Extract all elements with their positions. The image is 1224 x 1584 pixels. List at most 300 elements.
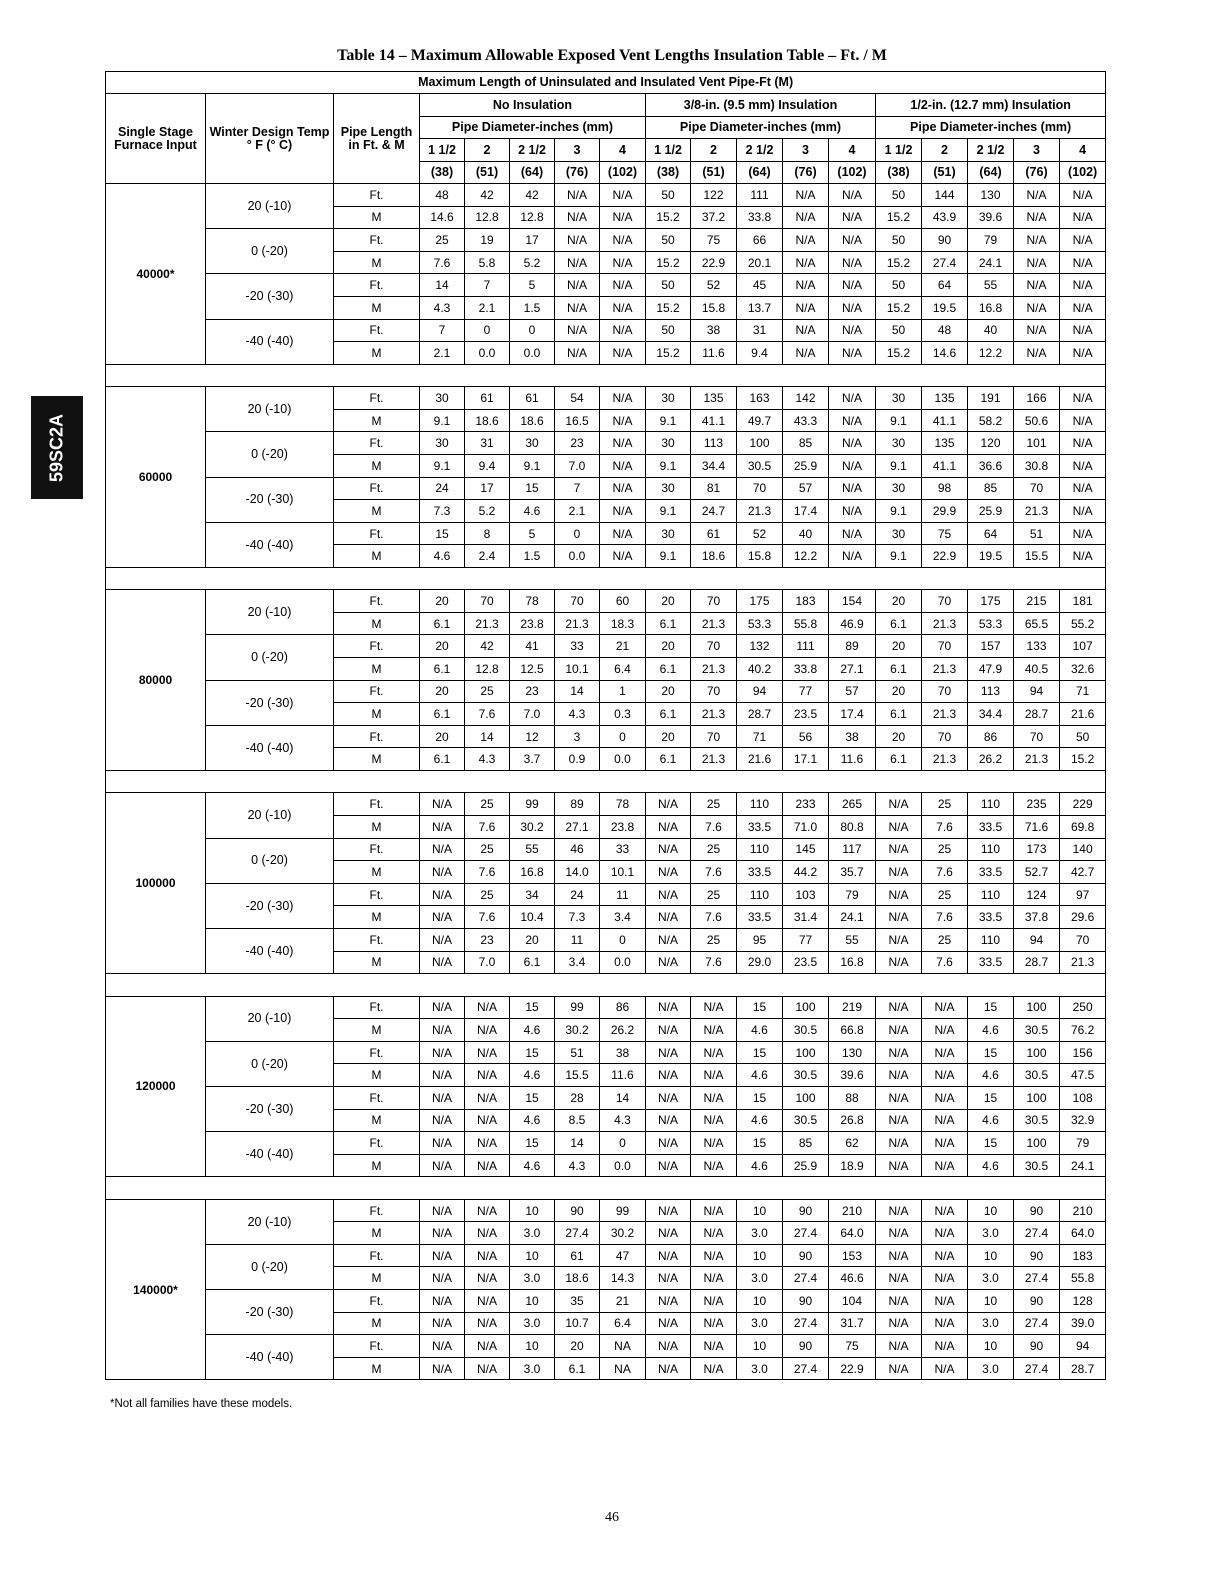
value-cell: 0.3 bbox=[600, 703, 646, 726]
unit-cell: Ft. bbox=[334, 883, 420, 906]
value-cell: 50.6 bbox=[1014, 409, 1060, 432]
unit-cell: M bbox=[334, 1019, 420, 1042]
value-cell: N/A bbox=[420, 1019, 465, 1042]
value-cell: 14.0 bbox=[555, 861, 600, 884]
value-cell: 25 bbox=[691, 883, 737, 906]
value-cell: N/A bbox=[876, 1132, 922, 1155]
value-cell: N/A bbox=[1014, 274, 1060, 297]
value-cell: 85 bbox=[968, 477, 1014, 500]
furnace-input-cell: 120000 bbox=[106, 996, 206, 1177]
page-number: 46 bbox=[605, 1510, 619, 1525]
value-cell: 64 bbox=[968, 522, 1014, 545]
value-cell: 7.0 bbox=[510, 703, 555, 726]
value-cell: 4.6 bbox=[420, 545, 465, 568]
value-cell: 70 bbox=[922, 725, 968, 748]
unit-cell: Ft. bbox=[334, 1041, 420, 1064]
value-cell: 20 bbox=[646, 590, 691, 613]
winter-temp-cell: 20 (-10) bbox=[206, 793, 334, 838]
value-cell: N/A bbox=[922, 1064, 968, 1087]
value-cell: 90 bbox=[783, 1335, 829, 1358]
value-cell: 15 bbox=[510, 996, 555, 1019]
value-cell: 2.1 bbox=[420, 342, 465, 365]
value-cell: 42 bbox=[465, 184, 510, 207]
header-diameter-mm: (38) bbox=[876, 161, 922, 184]
value-cell: 28.7 bbox=[737, 703, 783, 726]
value-cell: 18.6 bbox=[510, 409, 555, 432]
value-cell: 15.2 bbox=[876, 342, 922, 365]
value-cell: 43.3 bbox=[783, 409, 829, 432]
value-cell: 113 bbox=[691, 432, 737, 455]
value-cell: 43.9 bbox=[922, 206, 968, 229]
value-cell: 9.4 bbox=[737, 342, 783, 365]
value-cell: 103 bbox=[783, 883, 829, 906]
value-cell: N/A bbox=[465, 1335, 510, 1358]
value-cell: 9.1 bbox=[876, 545, 922, 568]
value-cell: 64 bbox=[922, 274, 968, 297]
value-cell: 55.8 bbox=[1060, 1267, 1106, 1290]
value-cell: 75 bbox=[691, 229, 737, 252]
value-cell: 44.2 bbox=[783, 861, 829, 884]
value-cell: N/A bbox=[420, 861, 465, 884]
value-cell: N/A bbox=[876, 838, 922, 861]
value-cell: 10 bbox=[510, 1290, 555, 1313]
value-cell: 101 bbox=[1014, 432, 1060, 455]
value-cell: 181 bbox=[1060, 590, 1106, 613]
value-cell: N/A bbox=[465, 1086, 510, 1109]
value-cell: 33.8 bbox=[783, 658, 829, 681]
value-cell: 6.1 bbox=[646, 612, 691, 635]
value-cell: N/A bbox=[829, 387, 876, 410]
value-cell: 21.3 bbox=[1014, 748, 1060, 771]
value-cell: 25 bbox=[922, 883, 968, 906]
value-cell: 56 bbox=[783, 725, 829, 748]
table-row bbox=[106, 1199, 1106, 1222]
value-cell: N/A bbox=[465, 1019, 510, 1042]
value-cell: 219 bbox=[829, 996, 876, 1019]
value-cell: 30.5 bbox=[737, 454, 783, 477]
value-cell: 163 bbox=[737, 387, 783, 410]
value-cell: 7.6 bbox=[465, 906, 510, 929]
value-cell: 23.5 bbox=[783, 703, 829, 726]
header-diameter-in: 2 1/2 bbox=[510, 139, 555, 162]
value-cell: 99 bbox=[600, 1199, 646, 1222]
table-row bbox=[106, 522, 1106, 545]
value-cell: 12.5 bbox=[510, 658, 555, 681]
value-cell: 3.0 bbox=[968, 1267, 1014, 1290]
value-cell: 30 bbox=[646, 477, 691, 500]
value-cell: 30.5 bbox=[783, 1064, 829, 1087]
value-cell: N/A bbox=[691, 1109, 737, 1132]
value-cell: 13.7 bbox=[737, 296, 783, 319]
winter-temp-cell: 20 (-10) bbox=[206, 184, 334, 229]
value-cell: 132 bbox=[737, 635, 783, 658]
winter-temp-cell: -20 (-30) bbox=[206, 477, 334, 522]
unit-cell: Ft. bbox=[334, 1290, 420, 1313]
value-cell: N/A bbox=[691, 1154, 737, 1177]
value-cell: N/A bbox=[922, 1132, 968, 1155]
value-cell: 100 bbox=[783, 1086, 829, 1109]
winter-temp-cell: -40 (-40) bbox=[206, 1132, 334, 1177]
value-cell: N/A bbox=[420, 1244, 465, 1267]
value-cell: N/A bbox=[600, 432, 646, 455]
value-cell: 1.5 bbox=[510, 545, 555, 568]
value-cell: N/A bbox=[465, 1064, 510, 1087]
value-cell: 21.3 bbox=[1060, 951, 1106, 974]
value-cell: 35.7 bbox=[829, 861, 876, 884]
value-cell: N/A bbox=[465, 1290, 510, 1313]
value-cell: 140 bbox=[1060, 838, 1106, 861]
value-cell: 30.2 bbox=[510, 816, 555, 839]
value-cell: 5.8 bbox=[465, 251, 510, 274]
value-cell: N/A bbox=[1060, 184, 1106, 207]
value-cell: N/A bbox=[555, 251, 600, 274]
value-cell: 31.7 bbox=[829, 1312, 876, 1335]
value-cell: 38 bbox=[600, 1041, 646, 1064]
value-cell: 124 bbox=[1014, 883, 1060, 906]
value-cell: 48 bbox=[420, 184, 465, 207]
header-diameter-mm: (38) bbox=[420, 161, 465, 184]
value-cell: N/A bbox=[691, 1357, 737, 1380]
value-cell: 113 bbox=[968, 680, 1014, 703]
header-3-8-insulation: 3/8-in. (9.5 mm) Insulation bbox=[646, 94, 876, 117]
value-cell: 27.4 bbox=[1014, 1222, 1060, 1245]
value-cell: 6.1 bbox=[876, 703, 922, 726]
value-cell: N/A bbox=[600, 387, 646, 410]
value-cell: 10 bbox=[968, 1335, 1014, 1358]
value-cell: 8.5 bbox=[555, 1109, 600, 1132]
value-cell: 27.4 bbox=[783, 1357, 829, 1380]
value-cell: 7 bbox=[420, 319, 465, 342]
value-cell: 15 bbox=[968, 1041, 1014, 1064]
value-cell: 77 bbox=[783, 680, 829, 703]
value-cell: 23.8 bbox=[600, 816, 646, 839]
value-cell: 50 bbox=[1060, 725, 1106, 748]
value-cell: N/A bbox=[829, 409, 876, 432]
value-cell: 34.4 bbox=[691, 454, 737, 477]
header-diameter-in: 3 bbox=[555, 139, 600, 162]
value-cell: 18.3 bbox=[600, 612, 646, 635]
value-cell: 17 bbox=[465, 477, 510, 500]
value-cell: N/A bbox=[829, 545, 876, 568]
value-cell: 21.3 bbox=[922, 658, 968, 681]
table-title: Table 14 – Maximum Allowable Exposed Vent Lengths Insulation Table – Ft. / M bbox=[337, 47, 887, 64]
value-cell: N/A bbox=[420, 928, 465, 951]
value-cell: 3.7 bbox=[510, 748, 555, 771]
value-cell: 70 bbox=[691, 635, 737, 658]
unit-cell: M bbox=[334, 748, 420, 771]
value-cell: 9.1 bbox=[420, 409, 465, 432]
value-cell: N/A bbox=[1060, 477, 1106, 500]
value-cell: 6.1 bbox=[420, 658, 465, 681]
value-cell: N/A bbox=[646, 906, 691, 929]
value-cell: 130 bbox=[968, 184, 1014, 207]
value-cell: 11.6 bbox=[600, 1064, 646, 1087]
value-cell: 4.3 bbox=[555, 1154, 600, 1177]
header-pipe-diameter: Pipe Diameter-inches (mm) bbox=[876, 116, 1106, 139]
unit-cell: M bbox=[334, 545, 420, 568]
unit-cell: Ft. bbox=[334, 793, 420, 816]
value-cell: 7.6 bbox=[691, 906, 737, 929]
header-diameter-in: 1 1/2 bbox=[420, 139, 465, 162]
unit-cell: Ft. bbox=[334, 1199, 420, 1222]
value-cell: 2.4 bbox=[465, 545, 510, 568]
value-cell: 86 bbox=[968, 725, 1014, 748]
header-diameter-mm: (51) bbox=[691, 161, 737, 184]
value-cell: N/A bbox=[922, 1335, 968, 1358]
header-diameter-in: 2 1/2 bbox=[737, 139, 783, 162]
value-cell: 15.2 bbox=[646, 206, 691, 229]
value-cell: 53.3 bbox=[968, 612, 1014, 635]
table-row bbox=[106, 274, 1106, 297]
value-cell: 52 bbox=[737, 522, 783, 545]
value-cell: 10.4 bbox=[510, 906, 555, 929]
value-cell: 6.1 bbox=[646, 748, 691, 771]
value-cell: 41.1 bbox=[922, 409, 968, 432]
value-cell: 27.4 bbox=[783, 1312, 829, 1335]
table-row bbox=[106, 680, 1106, 703]
value-cell: 12 bbox=[510, 725, 555, 748]
value-cell: 90 bbox=[1014, 1199, 1060, 1222]
value-cell: N/A bbox=[1060, 545, 1106, 568]
value-cell: 233 bbox=[783, 793, 829, 816]
value-cell: N/A bbox=[876, 793, 922, 816]
value-cell: 265 bbox=[829, 793, 876, 816]
value-cell: 40.5 bbox=[1014, 658, 1060, 681]
value-cell: 71 bbox=[737, 725, 783, 748]
value-cell: 20 bbox=[646, 680, 691, 703]
winter-temp-cell: 20 (-10) bbox=[206, 387, 334, 432]
unit-cell: M bbox=[334, 1357, 420, 1380]
value-cell: N/A bbox=[420, 1199, 465, 1222]
value-cell: 10 bbox=[510, 1244, 555, 1267]
value-cell: N/A bbox=[600, 522, 646, 545]
vent-length-table bbox=[105, 71, 1106, 1380]
value-cell: 100 bbox=[1014, 1041, 1060, 1064]
value-cell: N/A bbox=[1014, 342, 1060, 365]
value-cell: 50 bbox=[876, 184, 922, 207]
value-cell: N/A bbox=[646, 1222, 691, 1245]
value-cell: 2.1 bbox=[555, 500, 600, 523]
value-cell: N/A bbox=[646, 1290, 691, 1313]
value-cell: N/A bbox=[600, 454, 646, 477]
header-diameter-mm: (64) bbox=[968, 161, 1014, 184]
value-cell: 20 bbox=[420, 635, 465, 658]
value-cell: 11.6 bbox=[691, 342, 737, 365]
value-cell: 99 bbox=[510, 793, 555, 816]
value-cell: 8 bbox=[465, 522, 510, 545]
value-cell: 104 bbox=[829, 1290, 876, 1313]
value-cell: 15 bbox=[737, 1041, 783, 1064]
value-cell: 7.6 bbox=[922, 951, 968, 974]
side-tab bbox=[31, 396, 83, 499]
value-cell: 23.5 bbox=[783, 951, 829, 974]
value-cell: 32.6 bbox=[1060, 658, 1106, 681]
value-cell: 30 bbox=[876, 477, 922, 500]
value-cell: 12.8 bbox=[510, 206, 555, 229]
value-cell: 55.2 bbox=[1060, 612, 1106, 635]
value-cell: 94 bbox=[1014, 680, 1060, 703]
unit-cell: Ft. bbox=[334, 1132, 420, 1155]
value-cell: N/A bbox=[876, 928, 922, 951]
value-cell: 41.1 bbox=[691, 409, 737, 432]
unit-cell: M bbox=[334, 612, 420, 635]
value-cell: 30.5 bbox=[1014, 1064, 1060, 1087]
value-cell: N/A bbox=[600, 296, 646, 319]
value-cell: N/A bbox=[691, 1222, 737, 1245]
value-cell: 66.8 bbox=[829, 1019, 876, 1042]
value-cell: N/A bbox=[691, 1335, 737, 1358]
value-cell: 53.3 bbox=[737, 612, 783, 635]
value-cell: 6.1 bbox=[420, 748, 465, 771]
value-cell: 4.6 bbox=[737, 1019, 783, 1042]
value-cell: 3.0 bbox=[737, 1312, 783, 1335]
spacer-cell bbox=[106, 364, 1106, 386]
value-cell: N/A bbox=[1060, 522, 1106, 545]
value-cell: 62 bbox=[829, 1132, 876, 1155]
value-cell: N/A bbox=[922, 1222, 968, 1245]
value-cell: 15 bbox=[420, 522, 465, 545]
value-cell: 30.2 bbox=[600, 1222, 646, 1245]
value-cell: 90 bbox=[783, 1244, 829, 1267]
value-cell: 33.5 bbox=[737, 816, 783, 839]
value-cell: 100 bbox=[1014, 1086, 1060, 1109]
table-row bbox=[106, 1244, 1106, 1267]
value-cell: N/A bbox=[783, 342, 829, 365]
value-cell: 32.9 bbox=[1060, 1109, 1106, 1132]
value-cell: 10.1 bbox=[555, 658, 600, 681]
value-cell: N/A bbox=[876, 1290, 922, 1313]
value-cell: 21.3 bbox=[922, 703, 968, 726]
value-cell: 85 bbox=[783, 1132, 829, 1155]
value-cell: 58.2 bbox=[968, 409, 1014, 432]
value-cell: 71.6 bbox=[1014, 816, 1060, 839]
value-cell: 22.9 bbox=[691, 251, 737, 274]
value-cell: 21 bbox=[600, 1290, 646, 1313]
value-cell: 17.1 bbox=[783, 748, 829, 771]
winter-temp-cell: -20 (-30) bbox=[206, 680, 334, 725]
value-cell: N/A bbox=[829, 184, 876, 207]
value-cell: 235 bbox=[1014, 793, 1060, 816]
value-cell: 30.2 bbox=[555, 1019, 600, 1042]
value-cell: 70 bbox=[691, 725, 737, 748]
value-cell: 46.9 bbox=[829, 612, 876, 635]
value-cell: 4.6 bbox=[737, 1154, 783, 1177]
value-cell: N/A bbox=[420, 906, 465, 929]
value-cell: 29.0 bbox=[737, 951, 783, 974]
value-cell: 3.0 bbox=[510, 1357, 555, 1380]
winter-temp-cell: 0 (-20) bbox=[206, 635, 334, 680]
value-cell: 25 bbox=[691, 838, 737, 861]
value-cell: 30.5 bbox=[1014, 1154, 1060, 1177]
value-cell: N/A bbox=[420, 838, 465, 861]
header-diameter-in: 2 1/2 bbox=[968, 139, 1014, 162]
value-cell: N/A bbox=[555, 206, 600, 229]
value-cell: 41 bbox=[510, 635, 555, 658]
value-cell: N/A bbox=[876, 1109, 922, 1132]
value-cell: 17.4 bbox=[783, 500, 829, 523]
unit-cell: M bbox=[334, 816, 420, 839]
winter-temp-cell: -40 (-40) bbox=[206, 928, 334, 973]
value-cell: 61 bbox=[510, 387, 555, 410]
value-cell: 37.2 bbox=[691, 206, 737, 229]
value-cell: 20.1 bbox=[737, 251, 783, 274]
header-diameter-mm: (76) bbox=[783, 161, 829, 184]
header-diameter-mm: (76) bbox=[1014, 161, 1060, 184]
value-cell: 27.1 bbox=[829, 658, 876, 681]
value-cell: 42 bbox=[465, 635, 510, 658]
unit-cell: Ft. bbox=[334, 590, 420, 613]
value-cell: N/A bbox=[1014, 206, 1060, 229]
spacer-row bbox=[106, 974, 1106, 996]
value-cell: 10 bbox=[737, 1244, 783, 1267]
value-cell: 3.4 bbox=[600, 906, 646, 929]
value-cell: 9.1 bbox=[876, 500, 922, 523]
value-cell: N/A bbox=[829, 432, 876, 455]
value-cell: 39.0 bbox=[1060, 1312, 1106, 1335]
value-cell: 70 bbox=[922, 680, 968, 703]
value-cell: N/A bbox=[876, 883, 922, 906]
value-cell: 14 bbox=[555, 1132, 600, 1155]
value-cell: 25 bbox=[922, 838, 968, 861]
value-cell: N/A bbox=[1060, 274, 1106, 297]
value-cell: 78 bbox=[600, 793, 646, 816]
value-cell: N/A bbox=[646, 1132, 691, 1155]
value-cell: 15 bbox=[510, 1086, 555, 1109]
value-cell: 7.3 bbox=[420, 500, 465, 523]
furnace-input-cell: 80000 bbox=[106, 590, 206, 771]
table-row bbox=[106, 1132, 1106, 1155]
value-cell: 77 bbox=[783, 928, 829, 951]
value-cell: 60 bbox=[600, 590, 646, 613]
value-cell: 135 bbox=[691, 387, 737, 410]
value-cell: 28.7 bbox=[1014, 951, 1060, 974]
unit-cell: M bbox=[334, 1222, 420, 1245]
header-diameter-mm: (102) bbox=[1060, 161, 1106, 184]
value-cell: 88 bbox=[829, 1086, 876, 1109]
value-cell: 70 bbox=[922, 590, 968, 613]
unit-cell: Ft. bbox=[334, 928, 420, 951]
value-cell: 15.2 bbox=[1060, 748, 1106, 771]
value-cell: 33.5 bbox=[737, 906, 783, 929]
value-cell: 0.0 bbox=[555, 545, 600, 568]
value-cell: 20 bbox=[510, 928, 555, 951]
value-cell: N/A bbox=[646, 1064, 691, 1087]
value-cell: N/A bbox=[829, 500, 876, 523]
value-cell: 30.5 bbox=[1014, 1019, 1060, 1042]
value-cell: 16.5 bbox=[555, 409, 600, 432]
value-cell: 30 bbox=[510, 432, 555, 455]
value-cell: 0 bbox=[600, 725, 646, 748]
value-cell: 50 bbox=[876, 319, 922, 342]
value-cell: 1 bbox=[600, 680, 646, 703]
header-diameter-in: 3 bbox=[1014, 139, 1060, 162]
value-cell: 15 bbox=[737, 1086, 783, 1109]
value-cell: N/A bbox=[876, 816, 922, 839]
value-cell: N/A bbox=[876, 1357, 922, 1380]
value-cell: N/A bbox=[876, 1064, 922, 1087]
value-cell: 33.5 bbox=[968, 906, 1014, 929]
value-cell: N/A bbox=[600, 184, 646, 207]
value-cell: N/A bbox=[783, 251, 829, 274]
unit-cell: Ft. bbox=[334, 838, 420, 861]
value-cell: N/A bbox=[465, 1154, 510, 1177]
value-cell: N/A bbox=[829, 229, 876, 252]
value-cell: 10 bbox=[737, 1199, 783, 1222]
value-cell: 175 bbox=[968, 590, 1014, 613]
value-cell: 7.6 bbox=[922, 816, 968, 839]
value-cell: 27.1 bbox=[555, 816, 600, 839]
value-cell: 64.0 bbox=[1060, 1222, 1106, 1245]
